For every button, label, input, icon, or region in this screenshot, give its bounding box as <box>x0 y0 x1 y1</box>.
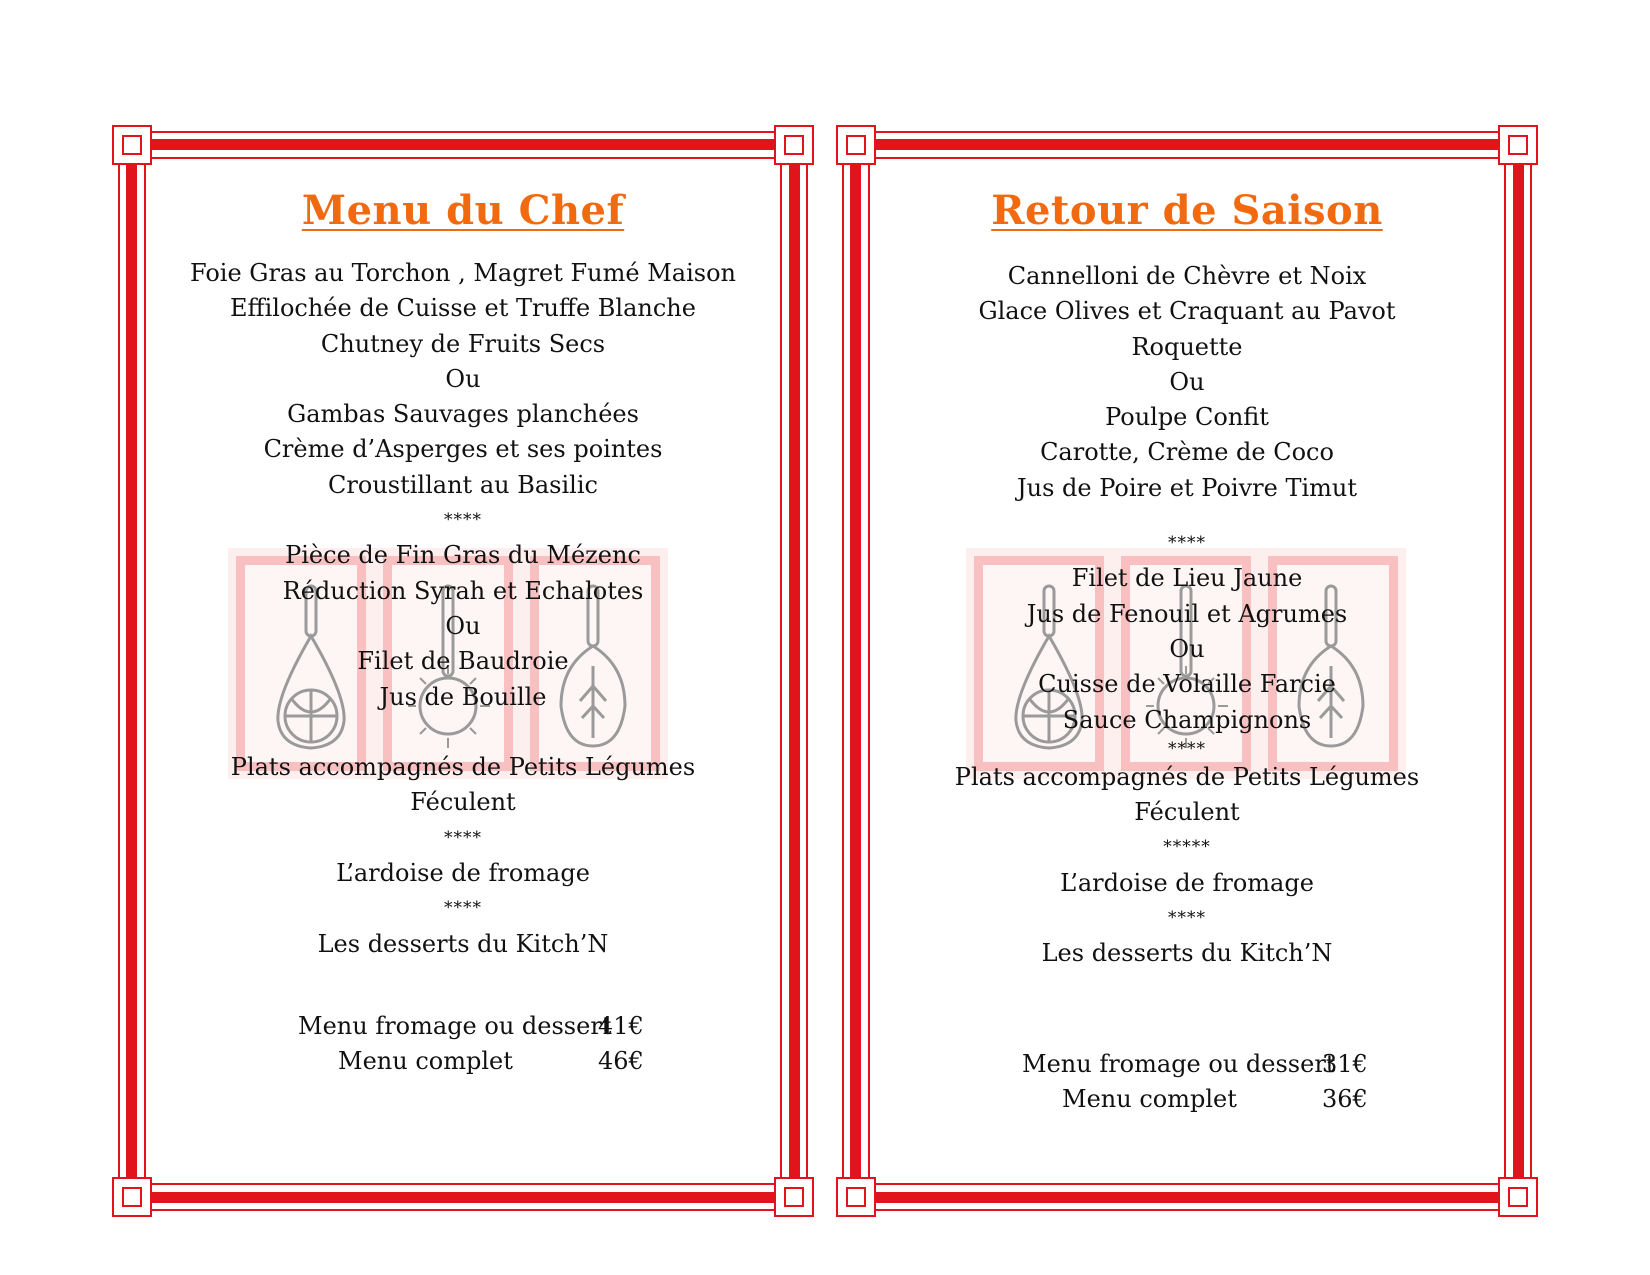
menu-title: Retour de Saison <box>991 187 1383 234</box>
price-amount: 41€ <box>598 1012 644 1040</box>
price-row <box>298 1009 698 1044</box>
price-label: Menu fromage ou dessert <box>298 1012 612 1040</box>
menu-lines <box>118 256 808 962</box>
price-label: Menu complet <box>1062 1085 1237 1114</box>
menu-line: Crème d’Asperges et ses pointes <box>263 435 663 464</box>
separator-stars: **** <box>444 898 482 919</box>
price-amount: 46€ <box>598 1047 644 1076</box>
menu-line-blank <box>842 506 1532 526</box>
menu-title: Menu du Chef <box>301 187 625 234</box>
menu-line: Cannelloni de Chèvre et Noix <box>1007 262 1367 290</box>
corner-ornament <box>112 1177 152 1217</box>
menu-line: Plats accompagnés de Petits Légumes <box>230 753 696 782</box>
price-list <box>1022 1047 1422 1118</box>
corner-ornament <box>774 1177 814 1217</box>
menu-line: Féculent <box>1134 798 1240 827</box>
menu-line: Jus de Bouille <box>379 682 547 711</box>
menu-line: L’ardoise de fromage <box>1060 868 1314 897</box>
corner-ornament <box>836 1177 876 1217</box>
menu-line: Pièce de Fin Gras du Mézenc <box>285 541 641 570</box>
menu-line-blank <box>118 715 808 750</box>
menu-line: Poulpe Confit <box>1105 403 1269 432</box>
menu-lines <box>842 259 1532 972</box>
menu-line: Chutney de Fruits Secs <box>320 329 606 358</box>
menu-line: Roquette <box>1131 332 1243 361</box>
separator-stars: **** <box>444 510 482 531</box>
menu-line: Ou <box>445 364 481 393</box>
menu-line: Glace Olives et Craquant au Pavot <box>978 297 1396 326</box>
menu-line: Foie Gras au Torchon , Magret Fumé Maison <box>189 259 737 287</box>
menu-line: Ou <box>1169 634 1205 663</box>
menu-line: Jus de Fenouil et Agrumes <box>1026 599 1348 628</box>
menu-card-saison <box>842 131 1532 1211</box>
menu-line: Effilochée de Cuisse et Truffe Blanche <box>230 294 696 323</box>
corner-ornament <box>1498 1177 1538 1217</box>
menu-line: Plats accompagnés de Petits Légumes <box>954 762 1420 791</box>
menu-line: Ou <box>1169 367 1205 396</box>
price-amount: 31€ <box>1322 1050 1368 1078</box>
menu-line: Croustillant au Basilic <box>328 470 598 499</box>
menu-line: Ou <box>445 611 481 640</box>
menu-line: Gambas Sauvages planchées <box>287 400 639 429</box>
corner-ornament <box>836 125 876 165</box>
menu-line: L’ardoise de fromage <box>336 859 590 888</box>
separator-stars: ***** <box>1163 837 1211 858</box>
separator-stars: **** <box>1168 533 1206 554</box>
menu-line: Carotte, Crème de Coco <box>1040 438 1334 467</box>
separator-stars: **** <box>1168 908 1206 929</box>
price-row <box>1022 1047 1422 1082</box>
price-label: Menu fromage ou dessert <box>1022 1050 1336 1078</box>
menu-card-chef <box>118 131 808 1211</box>
price-label: Menu complet <box>338 1047 513 1076</box>
menu-line: Féculent <box>410 788 516 817</box>
separator-stars: **** <box>444 827 482 848</box>
menu-line: Filet de Lieu Jaune <box>1071 564 1303 593</box>
corner-ornament <box>1498 125 1538 165</box>
price-amount: 36€ <box>1322 1085 1368 1114</box>
menu-line: Les desserts du Kitch’N <box>317 929 609 958</box>
price-list <box>298 1009 698 1080</box>
price-row <box>298 1044 698 1079</box>
separator-stars: **** <box>1168 738 1206 759</box>
corner-ornament <box>112 125 152 165</box>
menu-line: Filet de Baudroie <box>357 647 569 676</box>
menu-line: Les desserts du Kitch’N <box>1041 939 1333 968</box>
menu-line: Cuisse de Volaille Farcie <box>1038 670 1336 699</box>
price-row <box>1022 1082 1422 1117</box>
corner-ornament <box>774 125 814 165</box>
menu-line: Sauce Champignons <box>1062 705 1312 734</box>
menu-line: Réduction Syrah et Echalotes <box>282 576 644 605</box>
menu-line: Jus de Poire et Poivre Timut <box>1016 473 1357 502</box>
